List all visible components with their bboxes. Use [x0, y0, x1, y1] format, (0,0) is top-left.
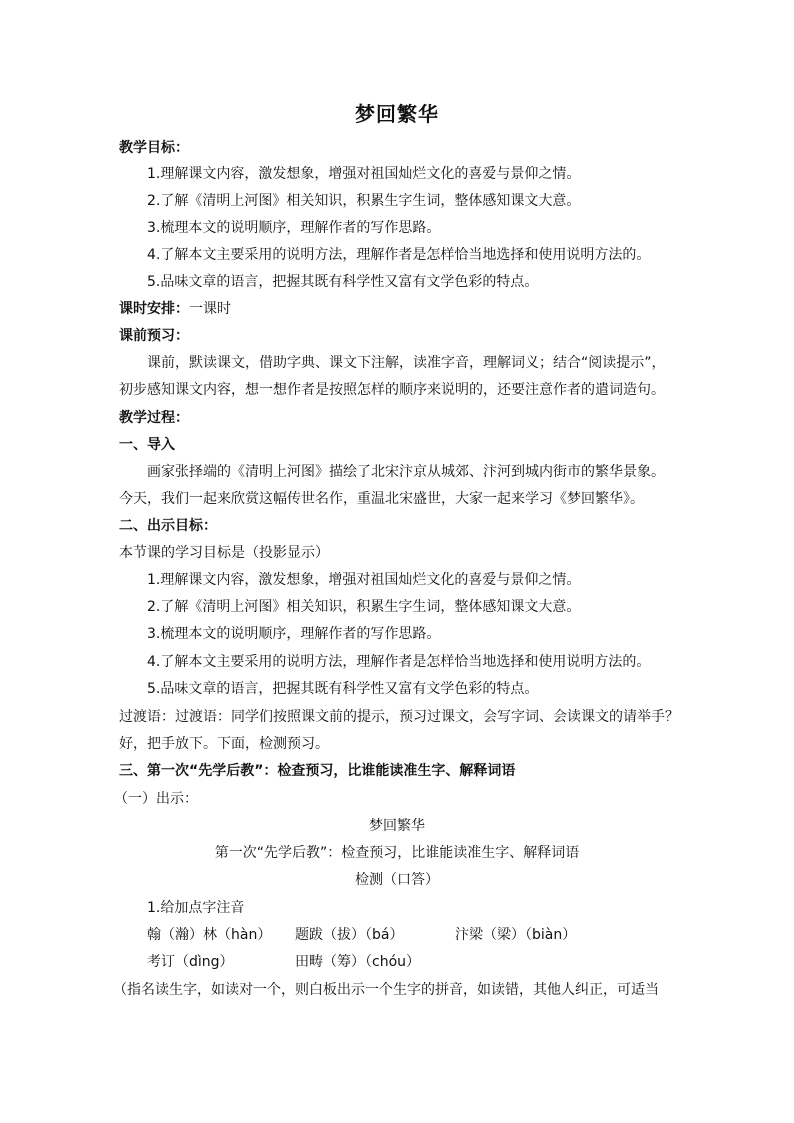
- preview-text: 课前，默读课文，借助字典、课文下注解，读准字音，理解词义；结合“阅读提示”，: [147, 355, 666, 371]
- goal-item: 2.了解《清明上河图》相关知识，积累生字生词，整体感知课文大意。: [147, 193, 581, 209]
- goal-item: 3.梳理本文的说明顺序，理解作者的写作思路。: [147, 626, 441, 642]
- transition-text: 好，把手放下。下面，检测预习。: [119, 736, 329, 752]
- goals-heading: 教学目标：: [119, 140, 189, 156]
- pinyin-item: 考订（dìng）: [147, 954, 234, 970]
- goal-item: 4.了解本文主要采用的说明方法，理解作者是怎样恰当地选择和使用说明方法的。: [147, 654, 651, 670]
- pinyin-item: 汴梁（梁）（biàn）: [455, 927, 577, 943]
- goal-item: 5.品味文章的语言，把握其既有科学性又富有文学色彩的特点。: [147, 681, 539, 697]
- preview-text: 初步感知课文内容，想一想作者是按照怎样的顺序来说明的，还要注意作者的遣词造句。: [119, 382, 665, 398]
- pinyin-item: 题跋（拔）（bá）: [295, 927, 404, 943]
- goal-item: 4.了解本文主要采用的说明方法，理解作者是怎样恰当地选择和使用说明方法的。: [147, 247, 651, 263]
- goal-item: 1.理解课文内容，激发想象，增强对祖国灿烂文化的喜爱与景仰之情。: [147, 166, 581, 182]
- intro-text: 画家张择端的《清明上河图》描绘了北宋汴京从城郊、汴河到城内街市的繁华景象。: [147, 464, 665, 480]
- goals-intro: 本节课的学习目标是（投影显示）: [119, 545, 329, 561]
- transition-text: 过渡语：过渡语：同学们按照课文前的提示，预习过课文，会写字词、会读课文的请举手？: [119, 709, 679, 725]
- task-item: 1.给加点字注音: [147, 900, 245, 916]
- document-title: 梦回繁华: [355, 102, 439, 126]
- display-test: 检测（口答）: [355, 872, 439, 888]
- process-heading: 教学过程：: [119, 410, 189, 426]
- goal-item: 5.品味文章的语言，把握其既有科学性又富有文学色彩的特点。: [147, 274, 539, 290]
- section-heading: 一、导入: [119, 437, 175, 453]
- pinyin-item: 田畴（筹）（chóu）: [295, 954, 421, 970]
- schedule-row: [119, 299, 679, 319]
- section-heading: 三、第一次“先学后教”：检查预习，比谁能读准生字、解释词语: [119, 763, 516, 779]
- intro-text: 今天，我们一起来欣赏这幅传世名作，重温北宋盛世，大家一起来学习《梦回繁华》。: [119, 491, 644, 507]
- display-title: 梦回繁华: [369, 818, 425, 834]
- subsection-heading: （一）出示：: [114, 791, 198, 807]
- preview-heading: 课前预习：: [119, 328, 189, 344]
- schedule-value: 一课时: [189, 301, 231, 317]
- goal-item: 3.梳理本文的说明顺序，理解作者的写作思路。: [147, 220, 441, 236]
- goal-item: 1.理解课文内容，激发想象，增强对祖国灿烂文化的喜爱与景仰之情。: [147, 572, 581, 588]
- schedule-label: 课时安排：: [119, 301, 189, 317]
- pinyin-item: 翰（瀚）林（hàn）: [147, 927, 272, 943]
- goal-item: 2.了解《清明上河图》相关知识，积累生字生词，整体感知课文大意。: [147, 599, 581, 615]
- section-heading: 二、出示目标：: [119, 518, 217, 534]
- display-subtitle: 第一次“先学后教”：检查预习，比谁能读准生字、解释词语: [214, 845, 580, 861]
- note-text: （指名读生字，如读对一个，则白板出示一个生字的拼音，如读错，其他人纠正，可适当: [113, 982, 659, 998]
